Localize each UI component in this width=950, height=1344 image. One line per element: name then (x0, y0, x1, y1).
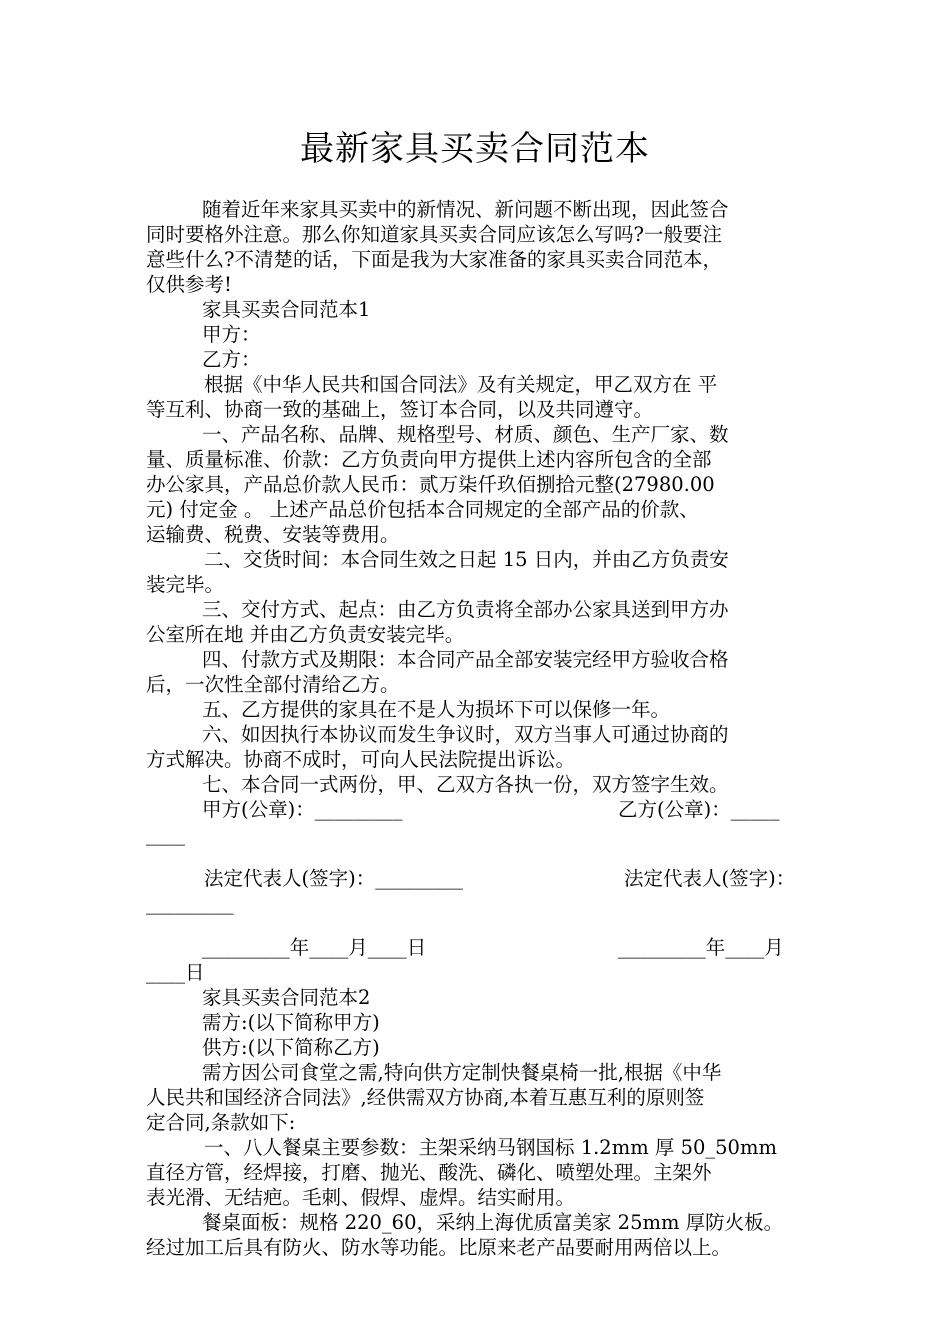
document-title: 最新家具买卖合同范本 (300, 129, 650, 169)
preamble-line: 定合同,条款如下: (146, 1111, 296, 1134)
clause-line: 方式解决。协商不成时，可向人民法院提出诉讼。 (146, 748, 576, 771)
contract1-heading: 家具买卖合同范本1 (202, 298, 371, 321)
seal-field-wrap: ____ (146, 823, 185, 846)
representative-signature-row (146, 866, 816, 891)
clause-line: 表光滑、无结疤。毛刺、假焊、虚焊。结实耐用。 (146, 1186, 576, 1209)
clause-line: 直径方管，经焊接，打磨、抛光、酸洗、磷化、喷塑处理。主架外 (146, 1161, 712, 1184)
buyer-label: 需方:(以下简称甲方) (202, 1011, 380, 1034)
party-b-seal-field: 乙方(公章)：_____ (618, 798, 780, 821)
party-a-date-field: _________年____月____日 (202, 936, 427, 959)
seal-signature-row (146, 797, 816, 822)
clause-line: 七、本合同一式两份，甲、乙双方各执一份，双方签字生效。 (202, 773, 729, 796)
intro-line: 随着近年来家具买卖中的新情况、新问题不断出现，因此签合 (202, 198, 729, 221)
clause-line: 五、乙方提供的家具在不是人为损坏下可以保修一年。 (202, 698, 671, 721)
document-body (146, 197, 816, 1260)
clause-line: 办公家具，产品总价款人民币：贰万柒仟玖佰捌拾元整(27980.00 (146, 473, 715, 496)
preamble-line: 人民共和国经济合同法》,经供需双方协商,本着互惠互利的原则签 (146, 1086, 705, 1109)
party-b-label: 乙方： (202, 348, 261, 371)
clause-line: 量、质量标准、价款：乙方负责向甲方提供上述内容所包含的全部 (146, 448, 712, 471)
party-a-seal-field: 甲方(公章)：_________ (202, 798, 403, 821)
clause-line: 三、交付方式、起点：由乙方负责将全部办公家具送到甲方办 (202, 598, 729, 621)
date-field-wrap: ____日 (146, 961, 205, 984)
party-a-label: 甲方： (202, 323, 261, 346)
clause-line: 餐桌面板：规格 220_60，采纳上海优质富美家 25mm 厚防火板。 (202, 1211, 784, 1234)
clause-line: 一、产品名称、品牌、规格型号、材质、颜色、生产厂家、数 (202, 423, 729, 446)
seller-label: 供方:(以下简称乙方) (202, 1036, 380, 1059)
party-b-representative-field: 法定代表人(签字)： (624, 867, 796, 890)
intro-line: 同时要格外注意。那么你知道家具买卖合同应该怎么写吗?一般要注 (146, 223, 722, 246)
contract2-heading: 家具买卖合同范本2 (202, 986, 371, 1009)
preamble-line: 等互利、协商一致的基础上，签订本合同，以及共同遵守。 (146, 398, 654, 421)
clause-line: 装完毕。 (146, 573, 225, 596)
clause-line: 运输费、税费、安装等费用。 (146, 523, 400, 546)
intro-line: 意些什么?不清楚的话，下面是我为大家准备的家具买卖合同范本， (146, 248, 722, 271)
clause-line: 一、八人餐桌主要参数：主架采纳马钢国标 1.2mm 厚 50_50mm (204, 1136, 777, 1159)
preamble-line: 根据《中华人民共和国合同法》及有关规定，甲乙双方在 平 (204, 373, 718, 396)
clause-line: 四、付款方式及期限：本合同产品全部安装完经甲方验收合格 (202, 648, 729, 671)
party-a-representative-field: 法定代表人(签字)：_________ (204, 867, 463, 890)
intro-line: 仅供参考! (146, 273, 232, 296)
date-signature-row (146, 935, 816, 960)
clause-line: 元) 付定金 。 上述产品总价包括本合同规定的全部产品的价款、 (146, 498, 699, 521)
party-b-date-field: _________年____月 (618, 936, 784, 959)
preamble-line: 需方因公司食堂之需,特向供方定制快餐桌椅一批,根据《中华 (202, 1061, 722, 1084)
clause-line: 六、如因执行本协议而发生争议时，双方当事人可通过协商的 (202, 723, 729, 746)
clause-line: 经过加工后具有防火、防水等功能。比原来老产品要耐用两倍以上。 (146, 1236, 732, 1259)
representative-field-wrap: _________ (146, 892, 234, 915)
clause-line: 二、交货时间：本合同生效之日起 15 日内，并由乙方负责安 (204, 548, 729, 571)
clause-line: 公室所在地 并由乙方负责安装完毕。 (146, 623, 465, 646)
clause-line: 后，一次性全部付清给乙方。 (146, 673, 400, 696)
